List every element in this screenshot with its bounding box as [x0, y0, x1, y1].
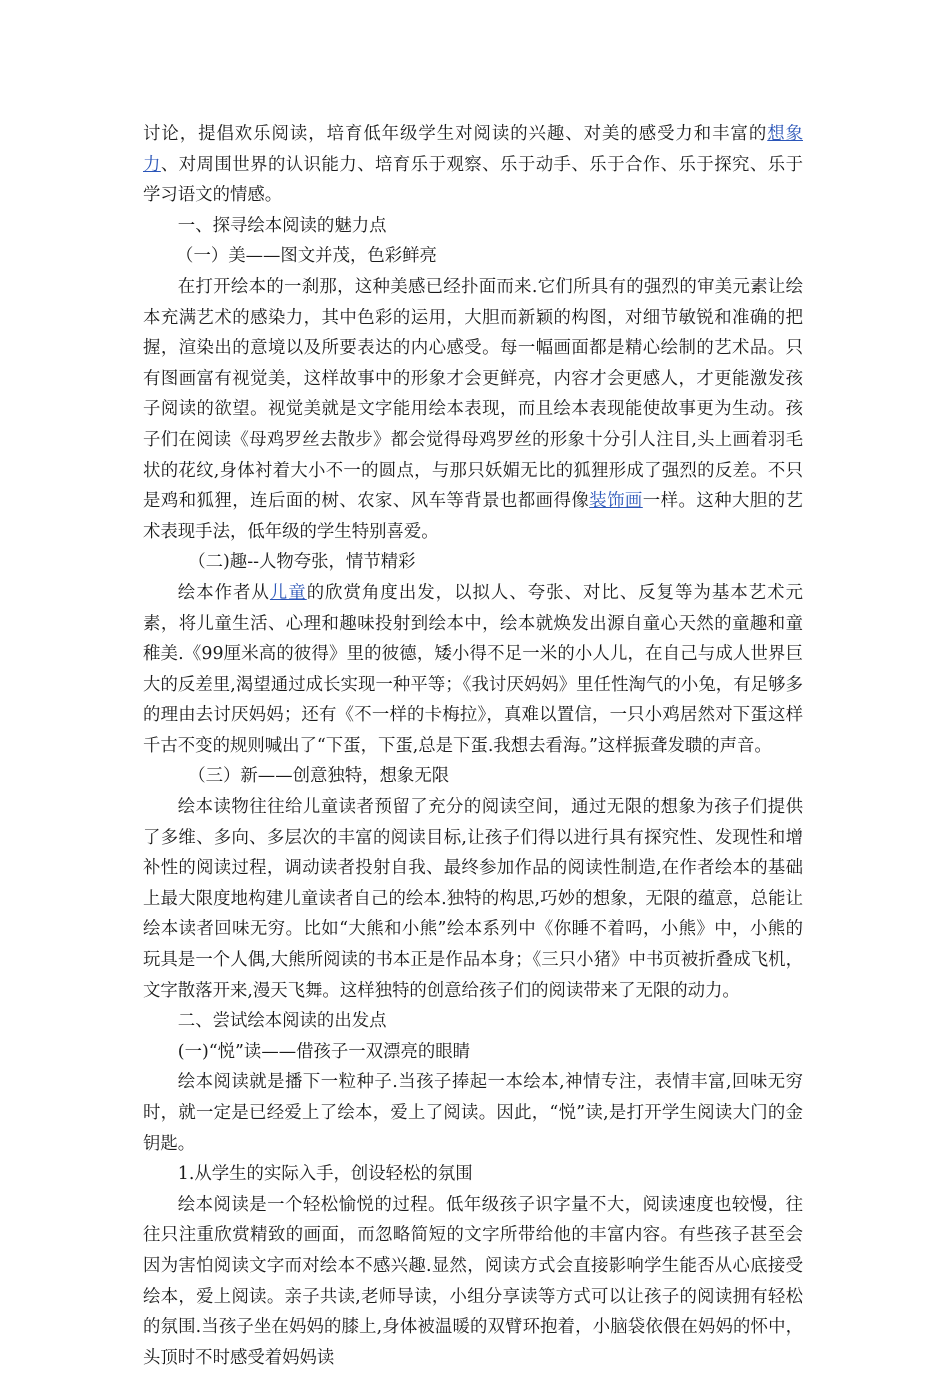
paragraph-joyful-reading: 绘本阅读就是播下一粒种子.当孩子捧起一本绘本,神情专注，表情丰富,回味无穷时，就一定是已经爱上了绘本，爱上了阅读。因此，“悦”读,是打开学生阅读大门的金钥匙。 [143, 1072, 803, 1154]
subsection-heading-2-1-1: 1.从学生的实际入手，创设轻松的氛围 [177, 1164, 473, 1185]
paragraph-intro [143, 119, 803, 211]
link-decorative-painting[interactable]: 装饰画 [589, 491, 643, 512]
text-run: 的欣赏角度出发，以拟人、夸张、对比、反复等为基本艺术元素，将儿童生活、心理和趣味投射到绘本中，绘本就焕发出源自童心天然的童趣和童稚美.《99厘米高的彼得》里的彼德，矮小得不足一米的小人儿，在自己与成人世界巨大的反差里,渴望通过成长实现一种平等；《我讨厌妈妈》里任性淘气的小兔，有足够多的理由去讨厌妈妈；还有《不一样的卡梅拉》，真难以置信，一只小鸡居然对下蛋这样千古不变的规则喊出了“下蛋，下蛋,总是下蛋.我想去看海。”这样振聋发聩的声音。 [143, 582, 803, 756]
subsection-heading-1-1: （一）美——图文并茂，色彩鲜亮 [176, 246, 437, 267]
section-heading-1: 一、探寻绘本阅读的魅力点 [177, 215, 387, 236]
paragraph-novelty: 绘本读物往往给儿童读者预留了充分的阅读空间，通过无限的想象为孩子们提供了多维、多向、多层次的丰富的阅读目标,让孩子们得以进行具有探究性、发现性和增补性的阅读过程，调动读者投射自我、最终参加作品的阅读性制造,在作者绘本的基础上最大限度地构建儿童读者自己的绘本.独特的构思,巧妙的想象，无限的蕴意，总能让绘本读者回味无穷。比如“大熊和小熊”绘本系列中《你睡不着吗，小熊》中，小熊的玩具是一个人偶,大熊所阅读的书本正是作品本身；《三只小猪》中书页被折叠成飞机，文字散落开来,漫天飞舞。这样独特的创意给孩子们的阅读带来了无限的动力。 [143, 797, 803, 1001]
section-heading-2: 二、尝试绘本阅读的出发点 [177, 1011, 387, 1032]
text-run: 在打开绘本的一刹那，这种美感已经扑面而来.它们所具有的强烈的审美元素让绘本充满艺术的感染力，其中色彩的运用，大胆而新颖的构图，对细节敏锐和准确的把握，渲染出的意境以及所要表达的内心感受。每一幅画面都是精心绘制的艺术品。只有图画富有视觉美，这样故事中的形象才会更鲜亮，内容才会更感人，才更能激发孩子阅读的欲望。视觉美就是文字能用绘本表现，而且绘本表现能使故事更为生动。孩子们在阅读《母鸡罗丝去散步》都会觉得母鸡罗丝的形象十分引人注目,头上画着羽毛状的花纹,身体衬着大小不一的圆点，与那只妖媚无比的狐狸形成了强烈的反差。不只是鸡和狐狸，连后面的树、农家、风车等背景也都画得像 [143, 276, 803, 512]
subsection-heading-2-1: (一)“悦”读——借孩子一双漂亮的眼睛 [177, 1041, 471, 1062]
text-run: 绘本作者从 [177, 582, 270, 603]
subsection-heading-1-3: （三）新——创意独特，想象无限 [188, 766, 450, 787]
paragraph-fun [143, 578, 803, 762]
text-run: 、对周围世界的认识能力、培育乐于观察、乐于动手、乐于合作、乐于探究、乐于学习语文的情感。 [143, 154, 803, 206]
subsection-heading-1-2: （二)趣--人物夸张，情节精彩 [188, 552, 416, 573]
text-run: 一样。这种大胆的艺术表现手法，低年级的学生特别喜爱。 [143, 491, 803, 542]
document-page [143, 119, 803, 1373]
link-imagination[interactable]: 想象力 [143, 124, 803, 175]
paragraph-beauty [143, 272, 803, 547]
link-children[interactable]: 儿童 [269, 582, 307, 603]
text-run: 讨论，提倡欢乐阅读，培育低年级学生对阅读的兴趣、对美的感受力和丰富的 [143, 124, 768, 144]
paragraph-relaxed-atmosphere: 绘本阅读是一个轻松愉悦的过程。低年级孩子识字量不大，阅读速度也较慢，往往只注重欣赏精致的画面，而忽略简短的文字所带给他的丰富内容。有些孩子甚至会因为害怕阅读文字而对绘本不感兴趣.显然，阅读方式会直接影响学生能否从心底接受绘本，爱上阅读。亲子共读,老师导读，小组分享读等方式可以让孩子的阅读拥有轻松的氛围.当孩子坐在妈妈的膝上,身体被温暖的双臂环抱着，小脑袋依偎在妈妈的怀中，头顶时不时感受着妈妈读 [143, 1194, 803, 1368]
